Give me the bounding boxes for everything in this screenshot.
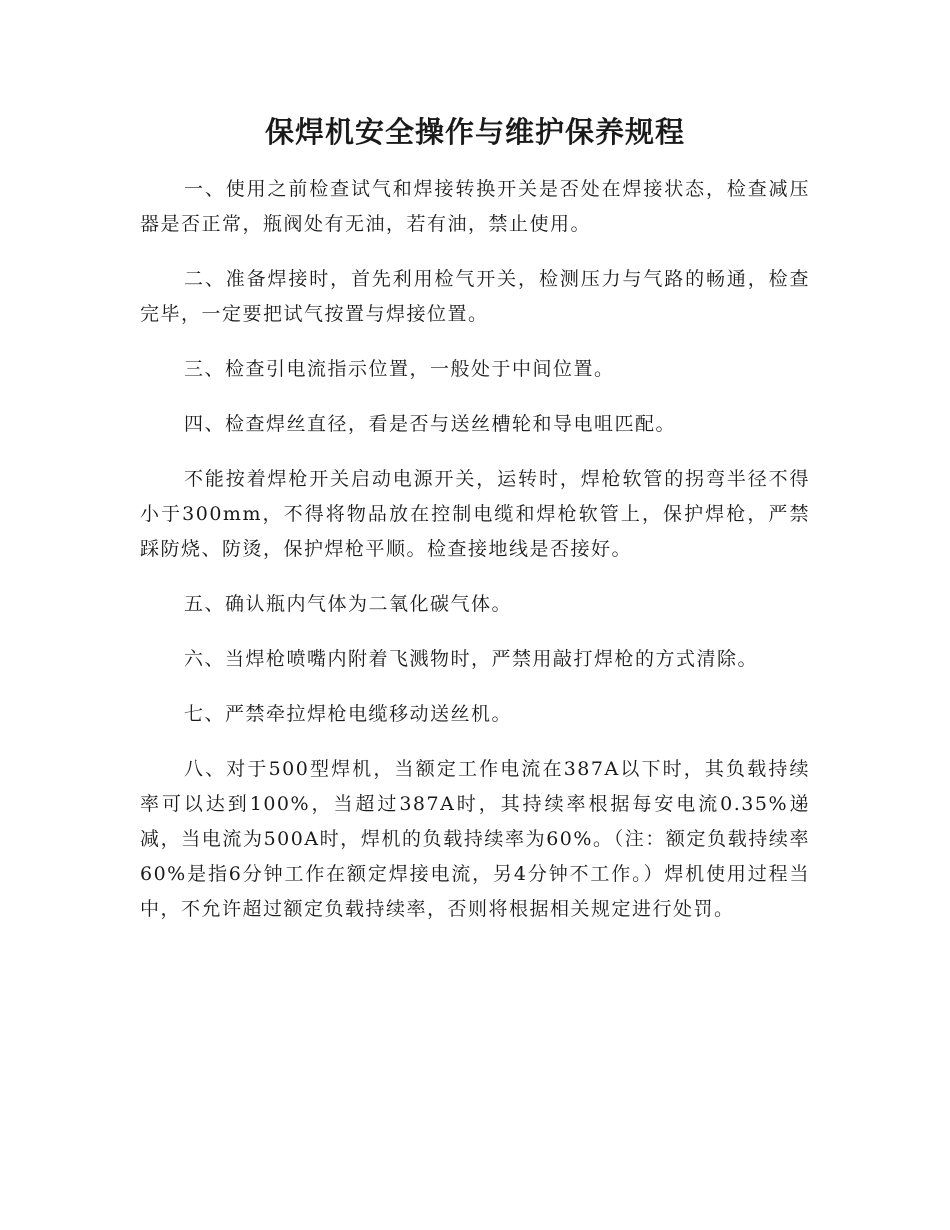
paragraph-5: 不能按着焊枪开关启动电源开关，运转时，焊枪软管的拐弯半径不得小于300mm，不得将物品放在控制电缆和焊枪软管上，保护焊枪，严禁踩防烧、防烫，保护焊枪平顺。检查接地线是否接好。: [140, 468, 810, 560]
paragraph-4: 四、检查焊丝直径，看是否与送丝槽轮和导电咀匹配。: [184, 413, 677, 435]
paragraph-9: 八、对于500型焊机，当额定工作电流在387A以下时，其负载持续率可以达到100%，当超过387A时，其持续率根据每安电流0.35%递减，当电流为500A时，焊机的负载持续率为60%。（注：额定负载持续率60%是指6分钟工作在额定焊接电流，另4分钟不工作。）焊机使用过程当中，不允许超过额定负载持续率，否则将根据相关规定进行处罚。: [140, 758, 810, 920]
document-title: 保焊机安全操作与维护保养规程: [264, 115, 685, 149]
paragraph-2: 二、准备焊接时，首先利用检气开关，检测压力与气路的畅通，检查完毕，一定要把试气按置与焊接位置。: [140, 268, 810, 325]
paragraph-8: 七、严禁牵拉焊枪电缆移动送丝机。: [184, 703, 513, 725]
paragraph-6: 五、确认瓶内气体为二氧化碳气体。: [184, 593, 513, 615]
paragraph-3: 三、检查引电流指示位置，一般处于中间位置。: [184, 358, 615, 380]
paragraph-1: 一、使用之前检查试气和焊接转换开关是否处在焊接状态，检查减压器是否正常，瓶阀处有无油，若有油，禁止使用。: [140, 178, 810, 235]
paragraph-7: 六、当焊枪喷嘴内附着飞溅物时，严禁用敲打焊枪的方式清除。: [184, 648, 759, 670]
